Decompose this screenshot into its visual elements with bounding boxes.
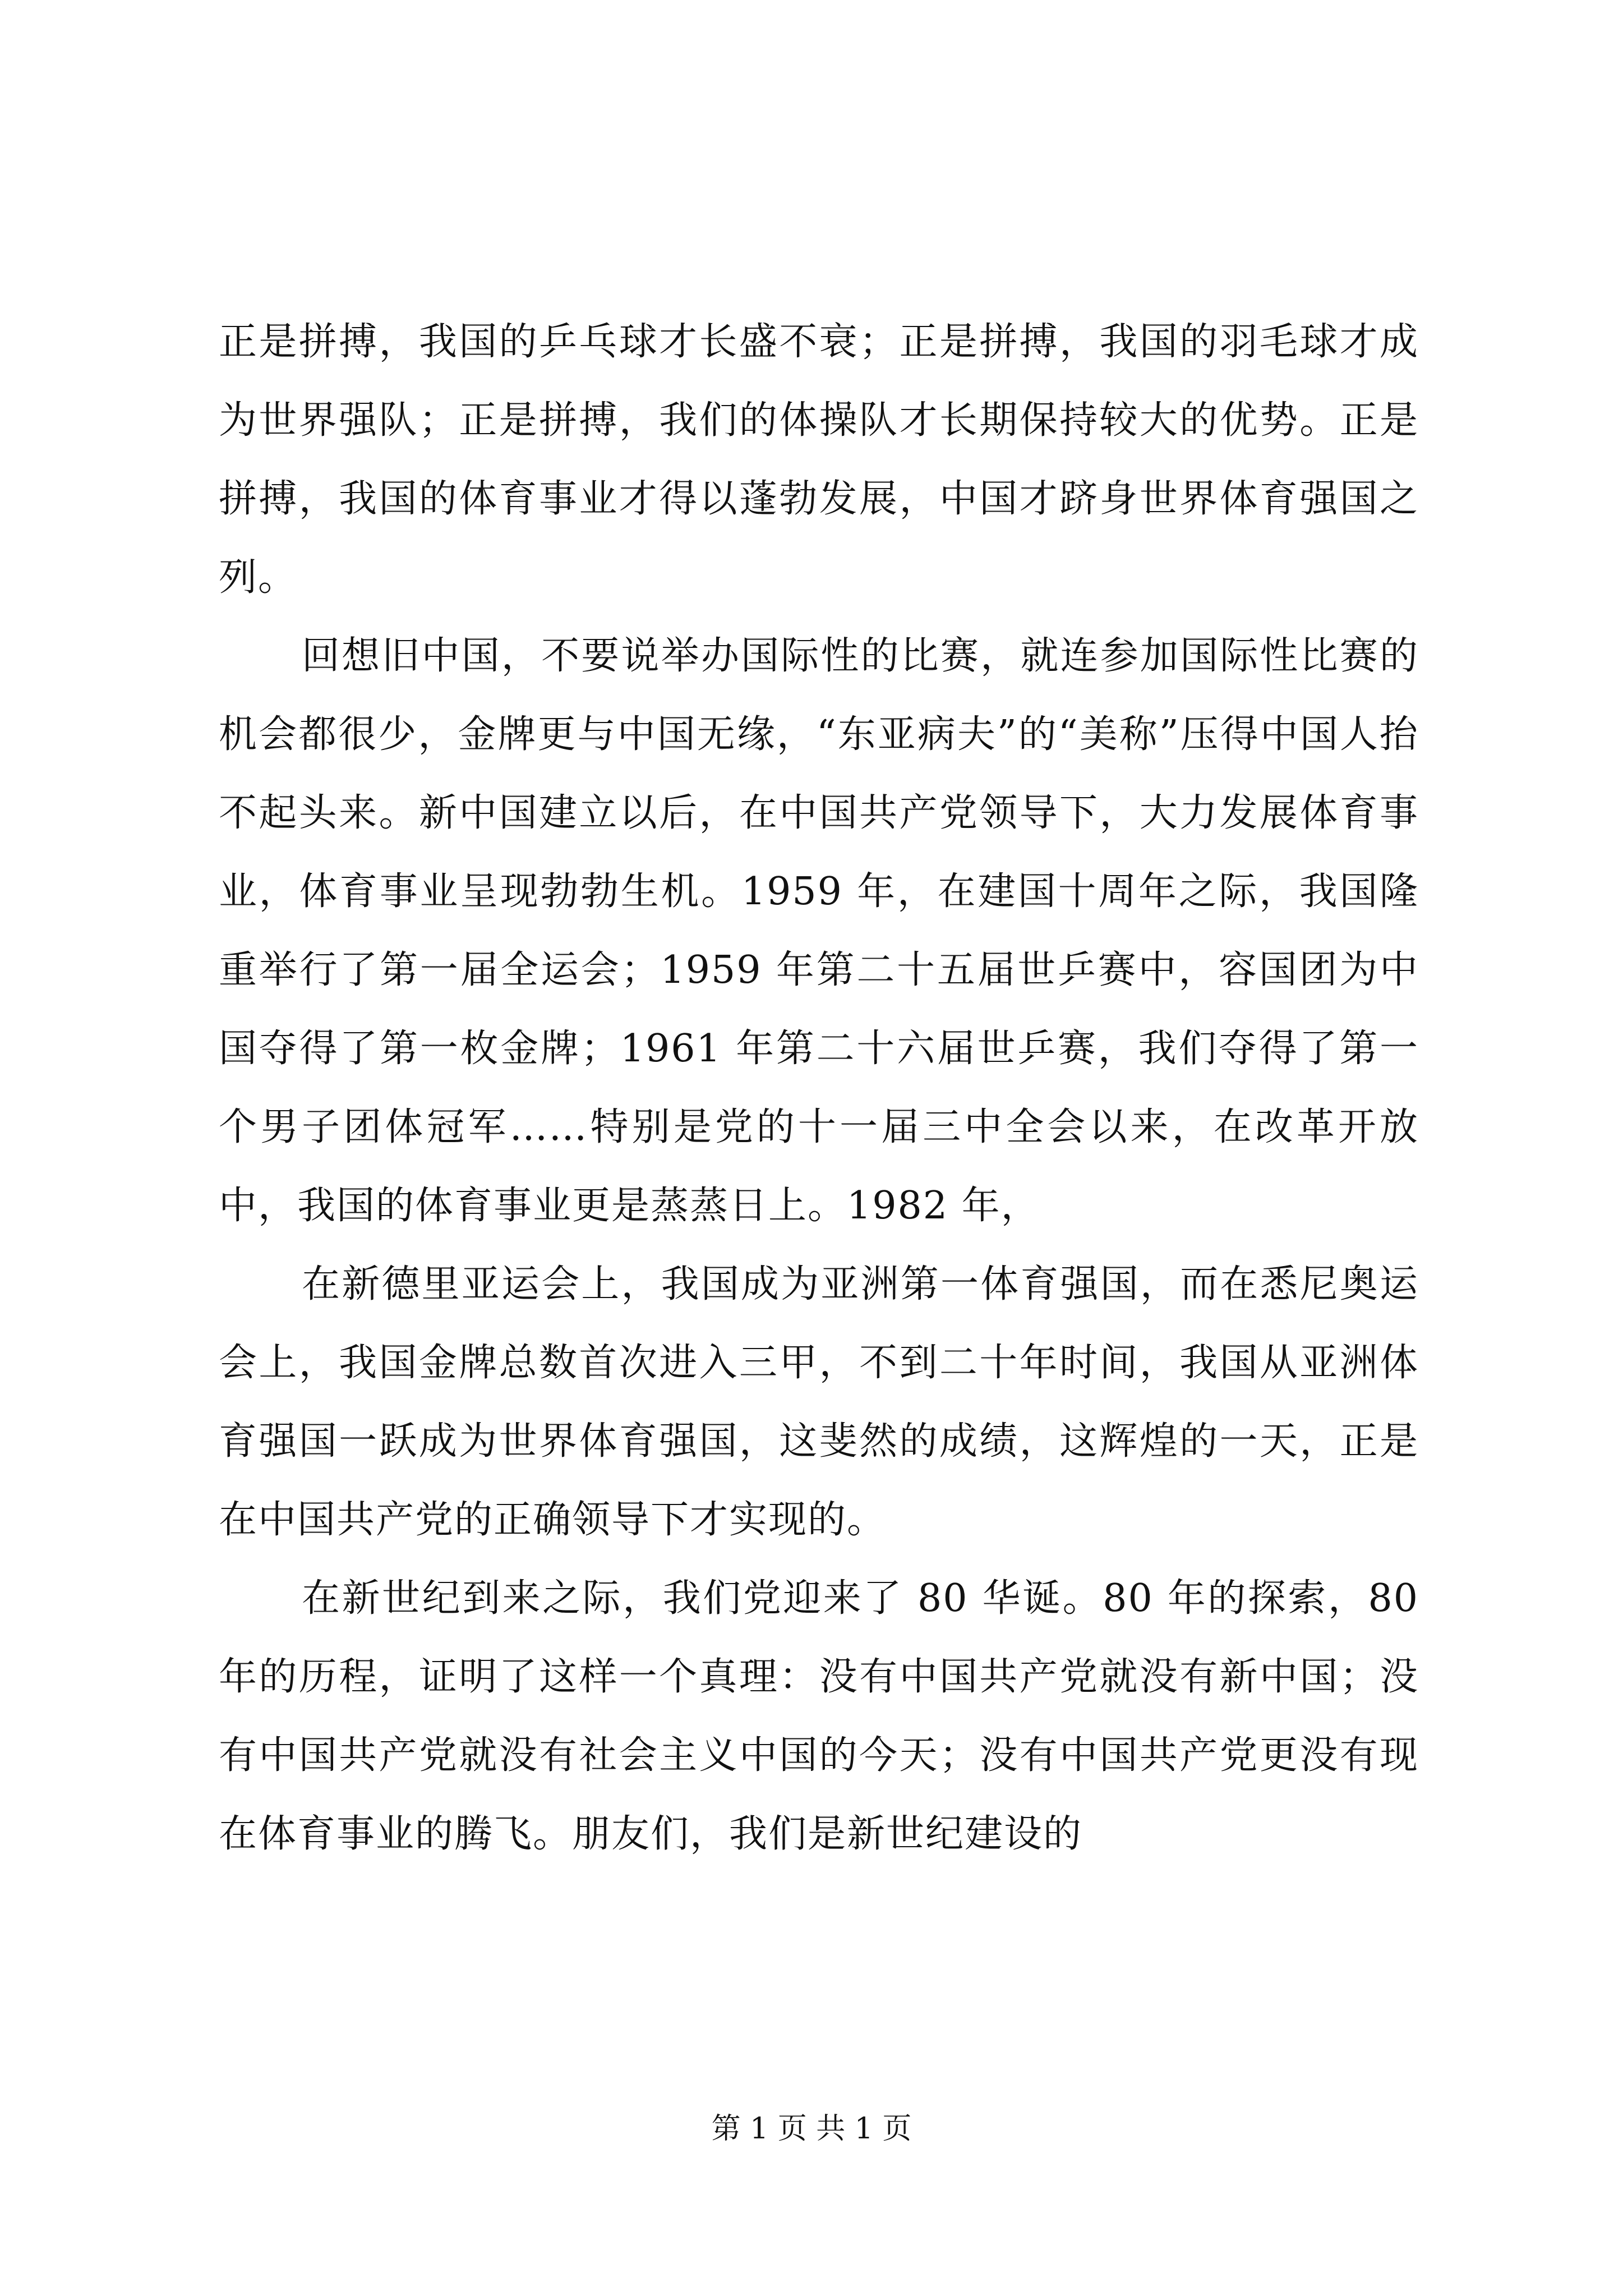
paragraph-4: 在新世纪到来之际，我们党迎来了 80 华诞。80 年的探索，80 年的历程，证明了这样一个真理：没有中国共产党就没有新中国；没有中国共产党就没有社会主义中国的今天；没有中国共产党更没有现在体育事业的腾飞。朋友们，我们是新世纪建设的 (219, 1576, 1419, 1856)
paragraph-2: 回想旧中国，不要说举办国际性的比赛，就连参加国际性比赛的机会都很少，金牌更与中国无缘，“东亚病夫”的“美称”压得中国人抬不起头来。新中国建立以后，在中国共产党领导下，大力发展体育事业，体育事业呈现勃勃生机。1959 年，在建国十周年之际，我国隆重举行了第一届全运会；1959 年第二十五届世乒赛中，容国团为中国夺得了第一枚金牌；1961 年第二十六届世乒赛，我们夺得了第一个男子团体冠军……特别是党的十一届三中全会以来，在改革开放中，我国的体育事业更是蒸蒸日上。1982 年， (219, 634, 1419, 1228)
page-footer: 第 1 页 共 1 页 (711, 2112, 912, 2146)
paragraph-1: 正是拼搏，我国的乒乓球才长盛不衰；正是拼搏，我国的羽毛球才成为世界强队；正是拼搏，我们的体操队才长期保持较大的优势。正是拼搏，我国的体育事业才得以蓬勃发展，中国才跻身世界体育强国之列。 (219, 320, 1419, 600)
document-body (219, 303, 1419, 1874)
paragraph-3: 在新德里亚运会上，我国成为亚洲第一体育强国，而在悉尼奥运会上，我国金牌总数首次进入三甲，不到二十年时间，我国从亚洲体育强国一跃成为世界体育强国，这斐然的成绩，这辉煌的一天，正是在中国共产党的正确领导下才实现的。 (219, 1262, 1419, 1542)
